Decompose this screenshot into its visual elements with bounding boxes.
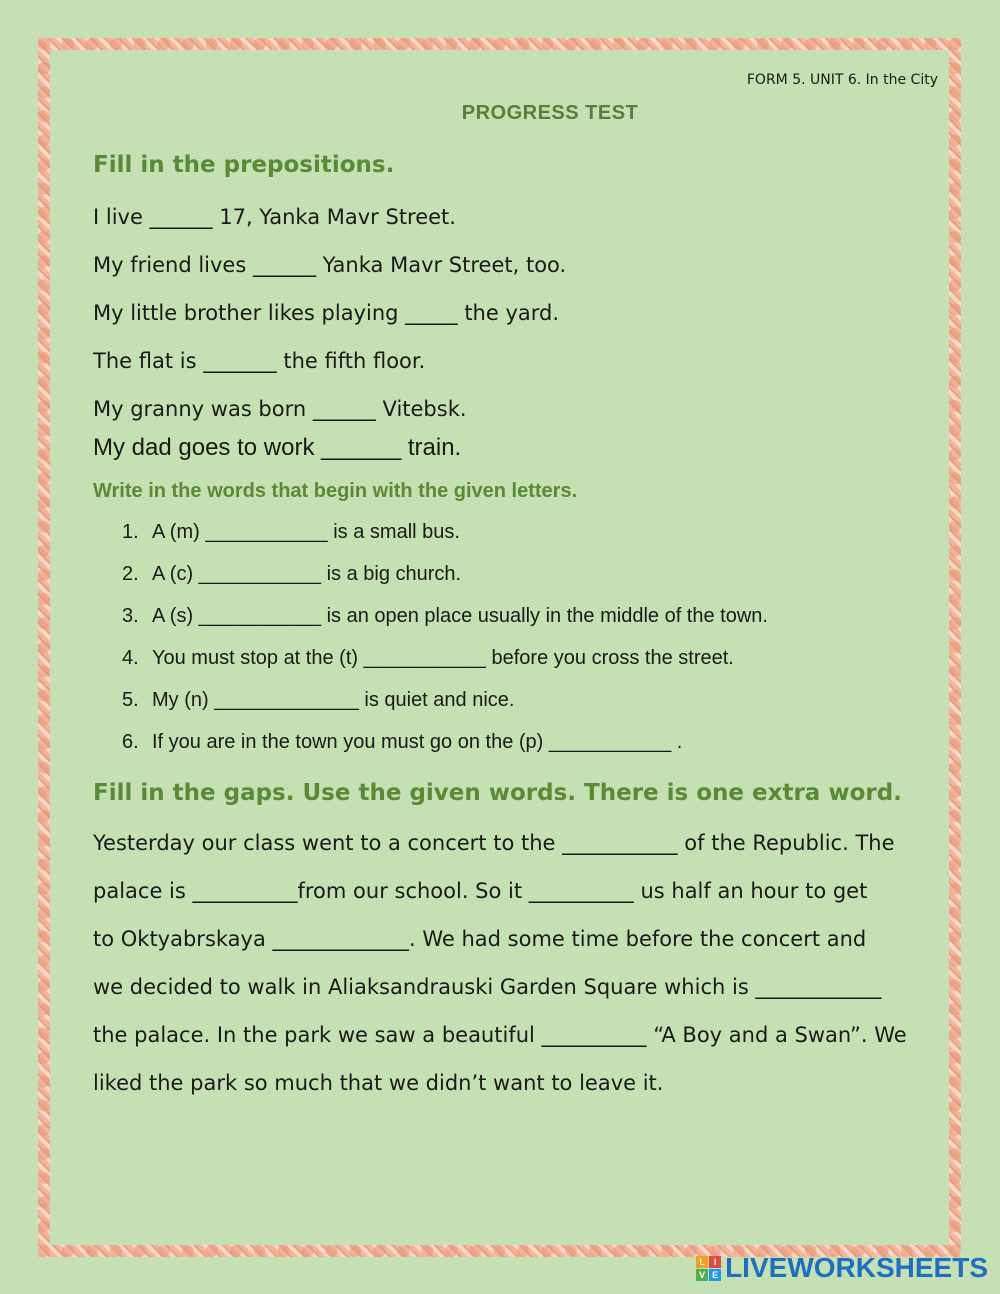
word-item-6 [122, 731, 682, 754]
section2-heading: Write in the words that begin with the given letters. [93, 480, 578, 502]
preposition-line-3: My little brother likes playing _____ the yard. [93, 301, 560, 325]
gap-text-line-4: we decided to walk in Aliaksandrauski Garden Square which is ____________ [93, 975, 882, 999]
gap-text-line-6: liked the park so much that we didn’t want to leave it. [93, 1071, 664, 1095]
section3-heading: Fill in the gaps. Use the given words. There is one extra word. [93, 780, 902, 806]
section1-heading: Fill in the prepositions. [93, 152, 395, 178]
item-text: A (s) ___________ is an open place usually in the middle of the town. [152, 605, 768, 627]
page-title: PROGRESS TEST [461, 102, 639, 124]
word-item-4 [122, 647, 734, 670]
gap-text-line-1: Yesterday our class went to a concert to the ___________ of the Republic. The [93, 831, 895, 855]
item-text: My (n) _____________ is quiet and nice. [152, 689, 515, 711]
item-number: 2. [122, 563, 139, 585]
item-text: A (m) ___________ is a small bus. [152, 521, 460, 543]
item-number: 3. [122, 605, 139, 627]
item-number: 1. [122, 521, 139, 543]
logo-icon: L I V E [696, 1256, 721, 1281]
preposition-line-2: My friend lives ______ Yanka Mavr Street, too. [93, 253, 567, 277]
word-item-3 [122, 605, 768, 628]
preposition-line-1: I live ______ 17, Yanka Mavr Street. [93, 205, 456, 229]
word-item-2 [122, 563, 461, 586]
item-number: 5. [122, 689, 139, 711]
word-item-5 [122, 689, 514, 712]
item-text: A (c) ___________ is a big church. [152, 563, 462, 585]
gap-text-line-3: to Oktyabrskaya _____________. We had some time before the concert and [93, 927, 867, 951]
word-item-1 [122, 521, 460, 544]
form-unit-header: FORM 5. UNIT 6. In the City [746, 72, 938, 88]
liveworksheets-logo[interactable] [696, 1252, 988, 1284]
preposition-line-6: My dad goes to work ______ train. [93, 434, 462, 461]
item-text: You must stop at the (t) ___________ before you cross the street. [152, 647, 734, 669]
logo-text: LIVEWORKSHEETS [725, 1252, 988, 1283]
item-number: 6. [122, 731, 139, 753]
gap-text-line-2: palace is __________from our school. So it __________ us half an hour to get [93, 879, 868, 903]
item-text: If you are in the town you must go on the (p) ___________ . [152, 731, 683, 753]
preposition-line-4: The flat is _______ the fifth floor. [93, 349, 426, 373]
item-number: 4. [122, 647, 139, 669]
preposition-line-5: My granny was born ______ Vitebsk. [93, 397, 467, 421]
gap-text-line-5: the palace. In the park we saw a beautiful __________ “A Boy and a Swan”. We [93, 1023, 907, 1047]
